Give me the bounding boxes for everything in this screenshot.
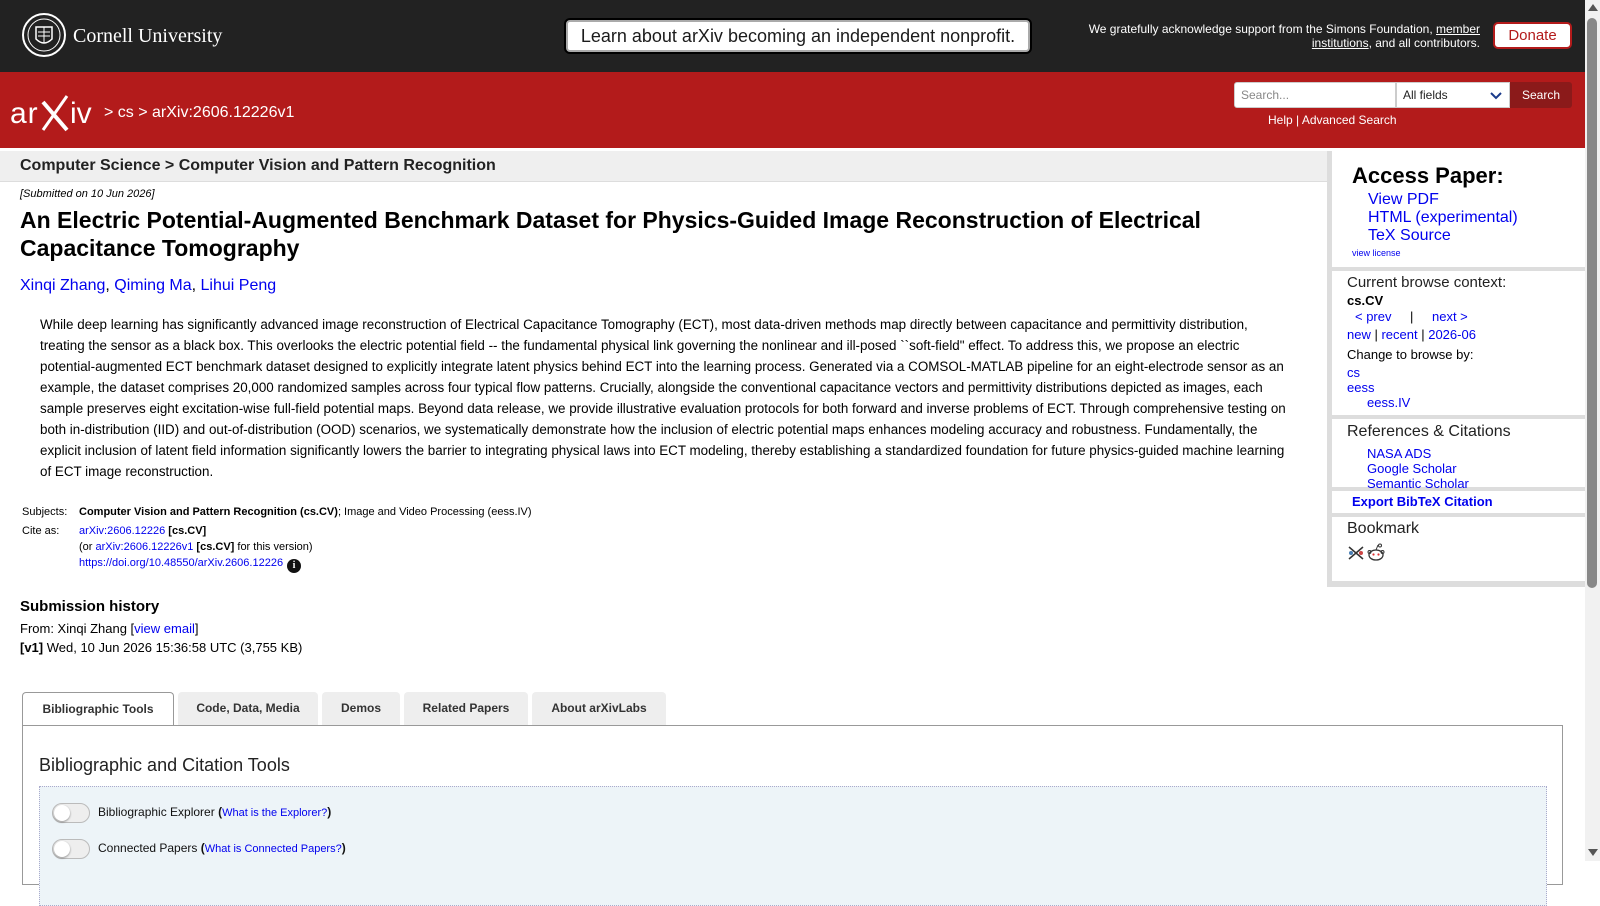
bookmark-title: Bookmark xyxy=(1347,520,1420,537)
from-prefix: From: Xinqi Zhang [ xyxy=(20,621,135,636)
ack-prefix: We gratefully acknowledge support from the Simons Foundation, xyxy=(1088,22,1436,36)
access-paper-title: Access Paper: xyxy=(1352,163,1504,188)
reddit-icon[interactable] xyxy=(1367,543,1385,562)
explorer-help-link[interactable]: What is the Explorer? xyxy=(222,807,328,820)
abstract: While deep learning has significantly advanced image reconstruction of Electrical Capacitance Tomography (ECT), most data-driven methods map directly between capacitance and permittivity distribution, treating the sensor as a black box. This overlooks the electric potential field -- the fundamental physical link governing the nonlinear and ill-posed ``soft-field" effect. To address this, we propose an electric potential-augmented ECT benchmark dataset designed to explicitly integrate latent physics behind ECT into the learning process. Generated via a COMSOL-MATLAB pipeline for an eight-electrode sensor as an example, the dataset comprises 20,000 randomized samples across four typical flow patterns. Crucially, alongside the conventional capacitance vectors and permittivity distributions depicted as images, each sample preserves eight excitation-wise full-field potential maps. Beyond data release, we provide illustrative evaluation protocols for both forward and inverse problems of ECT. Through comprehensive testing on both in-distribution (IID) and out-of-distribution (OOD) scenarios, we systematically demonstrate how the inclusion of electric potential maps enhances modeling accuracy and robustness. Fundamentally, the explicit inclusion of latent field information significantly lowers the barrier to integrating physical laws into ECT modeling, thereby establishing a standardized foundation for future physics-guided machine learning of ECT image reconstruction. xyxy=(40,317,1286,479)
subject-heading-bar xyxy=(0,151,1327,182)
info-icon[interactable]: i xyxy=(287,559,301,573)
references-box xyxy=(1332,419,1585,491)
tab-about-arxivlabs[interactable]: About arXivLabs xyxy=(532,692,666,725)
browse-eess-link[interactable]: eess xyxy=(1347,380,1375,395)
subjects-label: Subjects: xyxy=(22,506,68,518)
author-link[interactable]: Xinqi Zhang xyxy=(20,277,106,294)
author-link[interactable]: Qiming Ma xyxy=(114,277,192,294)
cite-category: [cs.CV] xyxy=(168,525,207,537)
author-link[interactable]: Lihui Peng xyxy=(200,277,277,294)
right-sidebar xyxy=(1327,151,1585,587)
cornell-seal-icon[interactable] xyxy=(22,13,66,57)
member-link[interactable]: member xyxy=(1435,22,1480,36)
references-title: References & Citations xyxy=(1347,423,1511,440)
search-input[interactable]: Search... xyxy=(1234,82,1396,108)
paper-title: An Electric Potential-Augmented Benchmark Dataset for Physics-Guided Image Reconstruction of Electrical Capacitance Tomography xyxy=(20,207,1201,261)
breadcrumb-sep: > xyxy=(104,104,118,121)
arxiv-logo-icon[interactable] xyxy=(10,92,102,134)
cornell-university-name[interactable]: Cornell University xyxy=(73,25,223,47)
html-link[interactable]: HTML (experimental) xyxy=(1368,209,1518,226)
secondary-subjects: ; Image and Video Processing (eess.IV) xyxy=(337,506,532,518)
new-link[interactable]: new xyxy=(1347,327,1371,342)
cite-version-suffix: for this version) xyxy=(234,541,313,553)
bibsonomy-icon[interactable] xyxy=(1347,544,1365,562)
ack-suffix: , and all contributors. xyxy=(1368,36,1480,50)
view-email-link[interactable]: view email xyxy=(134,621,195,636)
connected-papers-label: Connected Papers xyxy=(98,841,198,856)
breadcrumb-sep: > xyxy=(133,104,153,121)
list-links: new | recent | 2026-06 xyxy=(1347,327,1476,342)
search-field-value: All fields xyxy=(1403,88,1448,102)
submission-date: [Submitted on 10 Jun 2026] xyxy=(20,188,155,200)
connected-papers-toggle[interactable] xyxy=(52,839,90,859)
advanced-search-link[interactable]: Advanced Search xyxy=(1301,113,1397,127)
connected-papers-row: Connected Papers (What is Connected Papers?) xyxy=(52,839,346,859)
browse-context-title: Current browse context: xyxy=(1347,274,1507,291)
bibtex-box xyxy=(1332,491,1585,513)
change-browse-title: Change to browse by: xyxy=(1347,347,1474,362)
recent-link[interactable]: recent xyxy=(1381,327,1418,342)
donate-button[interactable]: Donate xyxy=(1493,22,1572,49)
search-field-select[interactable] xyxy=(1396,82,1510,108)
tab-panel xyxy=(22,725,1563,885)
browse-cs-link[interactable]: cs xyxy=(1347,365,1360,380)
nasa-ads-link[interactable]: NASA ADS xyxy=(1367,446,1432,461)
acknowledgement-text xyxy=(1065,22,1480,50)
browse-context-value: cs.CV xyxy=(1347,293,1384,308)
tex-source-link[interactable]: TeX Source xyxy=(1368,227,1451,244)
subject-heading: Computer Science > Computer Vision and Pattern Recognition xyxy=(20,157,496,174)
subjects-value xyxy=(77,504,534,523)
svg-text:iv: iv xyxy=(70,97,92,130)
metadata-table xyxy=(20,504,534,576)
breadcrumb xyxy=(104,104,294,122)
search-button[interactable]: Search xyxy=(1510,82,1572,108)
panel-title: Bibliographic and Citation Tools xyxy=(39,755,290,775)
view-license-link[interactable]: view license xyxy=(1352,248,1401,258)
search-help-links xyxy=(1268,113,1397,127)
explorer-toggle[interactable] xyxy=(52,803,90,823)
semantic-scholar-link[interactable]: Semantic Scholar xyxy=(1367,476,1469,491)
browse-eess-iv-link[interactable]: eess.IV xyxy=(1367,395,1411,410)
arxiv-version-link[interactable]: arXiv:2606.12226v1 xyxy=(95,541,194,553)
tab-related-papers[interactable]: Related Papers xyxy=(404,692,528,725)
svg-text:ar: ar xyxy=(10,97,39,130)
access-paper-box xyxy=(1332,151,1585,267)
cite-version-category: [cs.CV] xyxy=(196,541,235,553)
explorer-row: Bibliographic Explorer (What is the Explorer?) xyxy=(52,803,331,823)
google-scholar-link[interactable]: Google Scholar xyxy=(1367,461,1457,476)
arxiv-header xyxy=(0,72,1585,148)
primary-subject: Computer Vision and Pattern Recognition (cs.CV) xyxy=(79,506,338,518)
scroll-up-arrow-icon[interactable] xyxy=(1588,4,1598,11)
author-list: Xinqi Zhang, Qiming Ma, Lihui Peng xyxy=(20,277,277,294)
breadcrumb-cs-link[interactable]: cs xyxy=(117,104,134,121)
cite-or-prefix: (or xyxy=(79,541,96,553)
version-label: [v1] xyxy=(20,640,44,655)
tab-bibliographic-tools[interactable]: Bibliographic Tools xyxy=(22,692,174,726)
cornell-banner xyxy=(0,0,1585,72)
institutions-link[interactable]: institutions xyxy=(1311,36,1369,50)
view-pdf-link[interactable]: View PDF xyxy=(1368,191,1439,208)
doi-link[interactable]: https://doi.org/10.48550/arXiv.2606.12226 xyxy=(79,557,284,569)
scroll-down-arrow-icon[interactable] xyxy=(1588,849,1598,856)
next-link[interactable]: next > xyxy=(1432,309,1468,324)
connected-papers-help-link[interactable]: What is Connected Papers? xyxy=(204,843,342,856)
browse-context-box xyxy=(1332,271,1585,415)
nonprofit-announcement-button[interactable]: Learn about arXiv becoming an independent nonprofit. xyxy=(566,20,1030,52)
tab-code-data-media[interactable]: Code, Data, Media xyxy=(178,692,318,725)
submission-from xyxy=(20,621,198,636)
explorer-label: Bibliographic Explorer xyxy=(98,805,215,820)
page-scrollbar[interactable] xyxy=(1585,0,1600,861)
export-bibtex-link[interactable]: Export BibTeX Citation xyxy=(1352,494,1493,509)
prev-link[interactable]: < prev xyxy=(1355,309,1392,324)
tools-box xyxy=(39,786,1547,906)
arxiv-id-link[interactable]: arXiv:2606.12226 xyxy=(79,525,166,537)
link-separator: | xyxy=(1292,113,1302,127)
prev-next-divider: | xyxy=(1410,309,1414,324)
cite-as-value xyxy=(77,523,534,576)
version-date: Wed, 10 Jun 2026 15:36:58 UTC (3,755 KB) xyxy=(43,640,303,655)
from-suffix: ] xyxy=(194,621,199,636)
submission-history-title: Submission history xyxy=(20,598,160,615)
bookmark-box xyxy=(1332,517,1585,581)
help-link[interactable]: Help xyxy=(1268,113,1293,127)
month-link[interactable]: 2026-06 xyxy=(1428,327,1476,342)
scroll-thumb[interactable] xyxy=(1587,18,1597,588)
cite-as-label: Cite as: xyxy=(22,525,60,537)
tab-demos[interactable]: Demos xyxy=(322,692,400,725)
breadcrumb-paper-id: arXiv:2606.12226v1 xyxy=(152,104,295,121)
version-entry xyxy=(20,640,302,655)
chevron-down-icon xyxy=(1489,84,1503,106)
